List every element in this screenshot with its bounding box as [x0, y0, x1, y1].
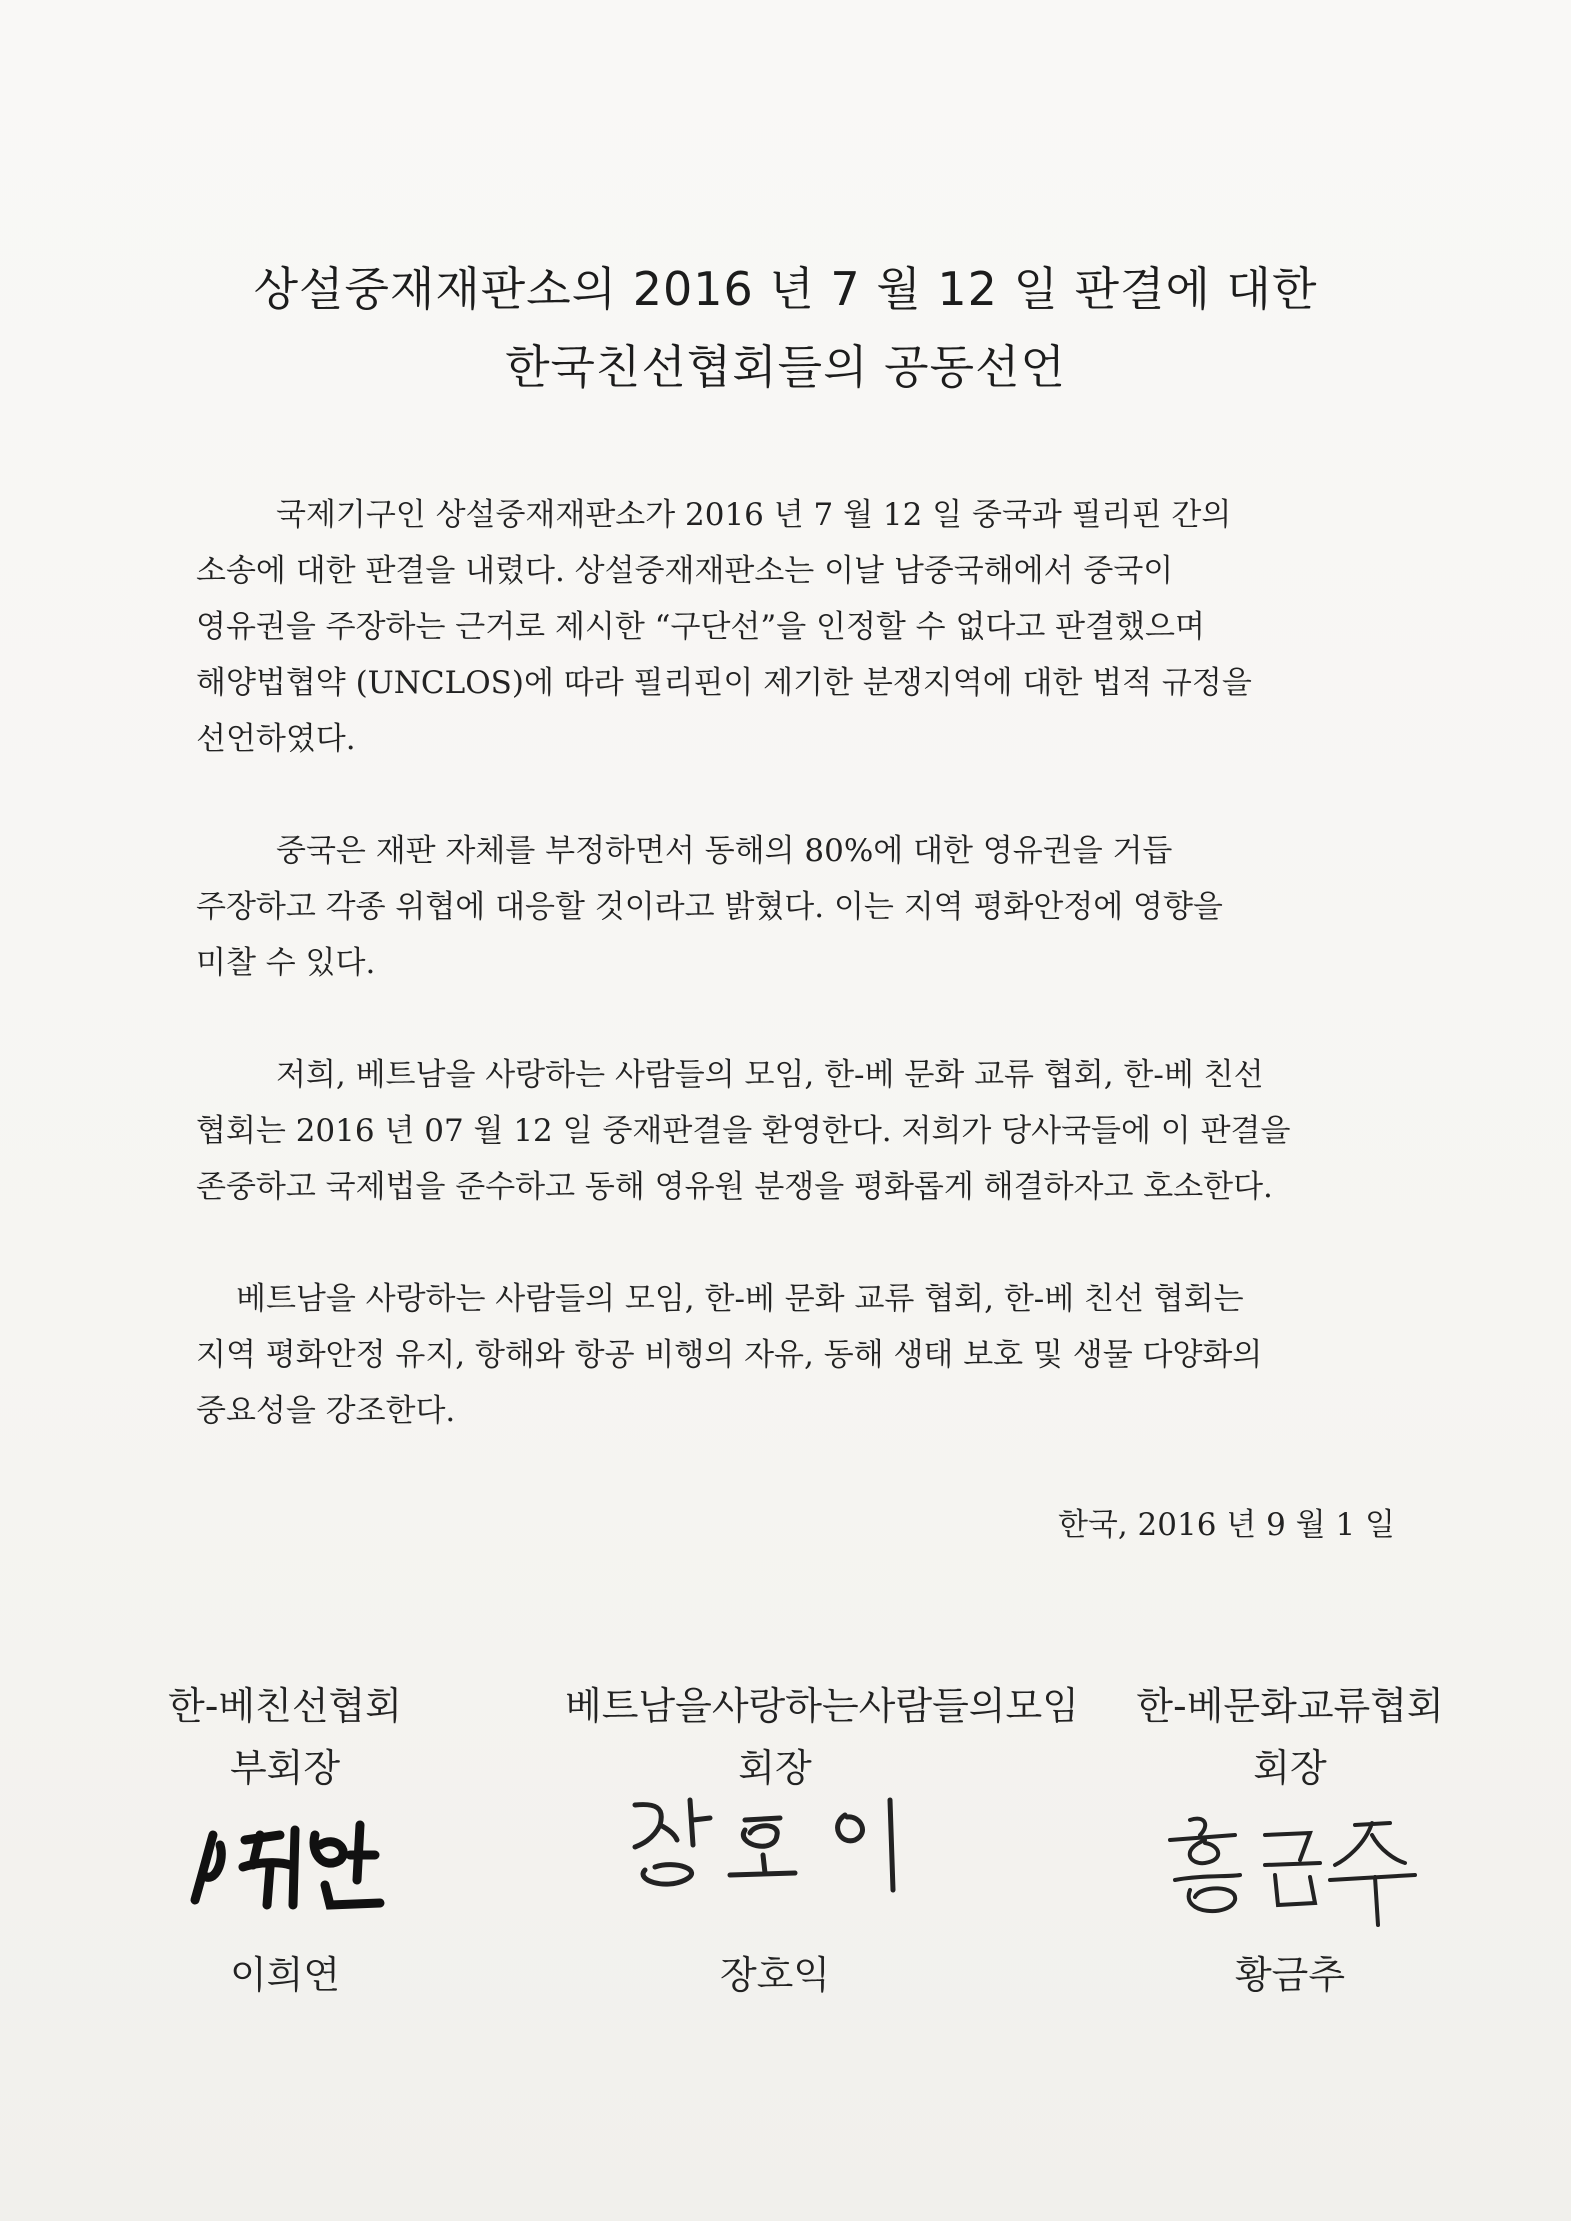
paragraph-line: 소송에 대한 판결을 내렸다. 상설중재재판소는 이날 남중국해에서 중국이: [196, 553, 1174, 589]
signatory-2: [565, 1675, 1079, 1997]
title-line-1: 상설중재재판소의 2016 년 7 월 12 일 판결에 대한: [253, 262, 1318, 316]
handwritten-signature: [1080, 1805, 1500, 1925]
paragraph-line: 지역 평화안정 유지, 항해와 항공 비행의 자유, 동해 생태 보호 및 생물 다양화의: [196, 1337, 1263, 1373]
paragraph-line: 베트남을 사랑하는 사람들의 모임, 한-베 문화 교류 협회, 한-베 친선 협회는: [236, 1281, 1244, 1317]
paragraph-line: 선언하였다.: [196, 721, 356, 757]
document-title: [0, 250, 1571, 406]
paragraph-line: 영유권을 주장하는 근거로 제시한 “구단선”을 인정할 수 없다고 판결했으며: [196, 609, 1205, 645]
handwritten-signature: [75, 1805, 495, 1925]
paragraph-line: 존중하고 국제법을 준수하고 동해 영유원 분쟁을 평화롭게 해결하자고 호소한다.: [196, 1169, 1273, 1205]
paragraph-line: 국제기구인 상설중재재판소가 2016 년 7 월 12 일 중국과 필리핀 간의: [276, 497, 1232, 533]
paragraph-line: 해양법협약 (UNCLOS)에 따라 필리핀이 제기한 분쟁지역에 대한 법적 규정을: [196, 665, 1252, 701]
signatory-name: 이희연: [229, 1953, 341, 1997]
signatory-1: [75, 1675, 495, 1997]
signatory-name: 황금추: [1234, 1953, 1346, 1997]
signatory-org: 한-베문화교류협회: [1136, 1684, 1444, 1728]
document-body: [196, 487, 1392, 1495]
signatory-role: 회장: [1253, 1746, 1327, 1790]
signatory-org: 한-베친선협회: [168, 1684, 402, 1728]
signatory-name: 장호익: [719, 1953, 831, 1997]
signatory-role: 부회장: [229, 1746, 341, 1790]
paragraph-3: [196, 1047, 1392, 1215]
signatory-org: 베트남을사랑하는사람들의모임: [565, 1684, 1079, 1728]
paragraph-line: 주장하고 각종 위협에 대응할 것이라고 밝혔다. 이는 지역 평화안정에 영향을: [196, 889, 1223, 925]
handwritten-signature: [565, 1785, 985, 1905]
signatory-3: [1080, 1675, 1500, 1997]
title-line-2: 한국친선협회들의 공동선언: [505, 340, 1066, 394]
paragraph-line: 협회는 2016 년 07 월 12 일 중재판결을 환영한다. 저희가 당사국들에 이 판결을: [196, 1113, 1291, 1149]
paragraph-line: 미찰 수 있다.: [196, 945, 376, 981]
paragraph-4: [196, 1271, 1392, 1439]
paragraph-line: 저희, 베트남을 사랑하는 사람들의 모임, 한-베 문화 교류 협회, 한-베 친선: [276, 1057, 1264, 1093]
paragraph-2: [196, 823, 1392, 991]
paragraph-line: 중국은 재판 자체를 부정하면서 동해의 80%에 대한 영유권을 거듭: [276, 833, 1173, 869]
paragraph-line: 중요성을 강조한다.: [196, 1393, 456, 1429]
signatory-role: 회장: [738, 1746, 812, 1790]
document-date: 한국, 2016 년 9 월 1 일: [1057, 1507, 1395, 1543]
paragraph-1: [196, 487, 1392, 767]
